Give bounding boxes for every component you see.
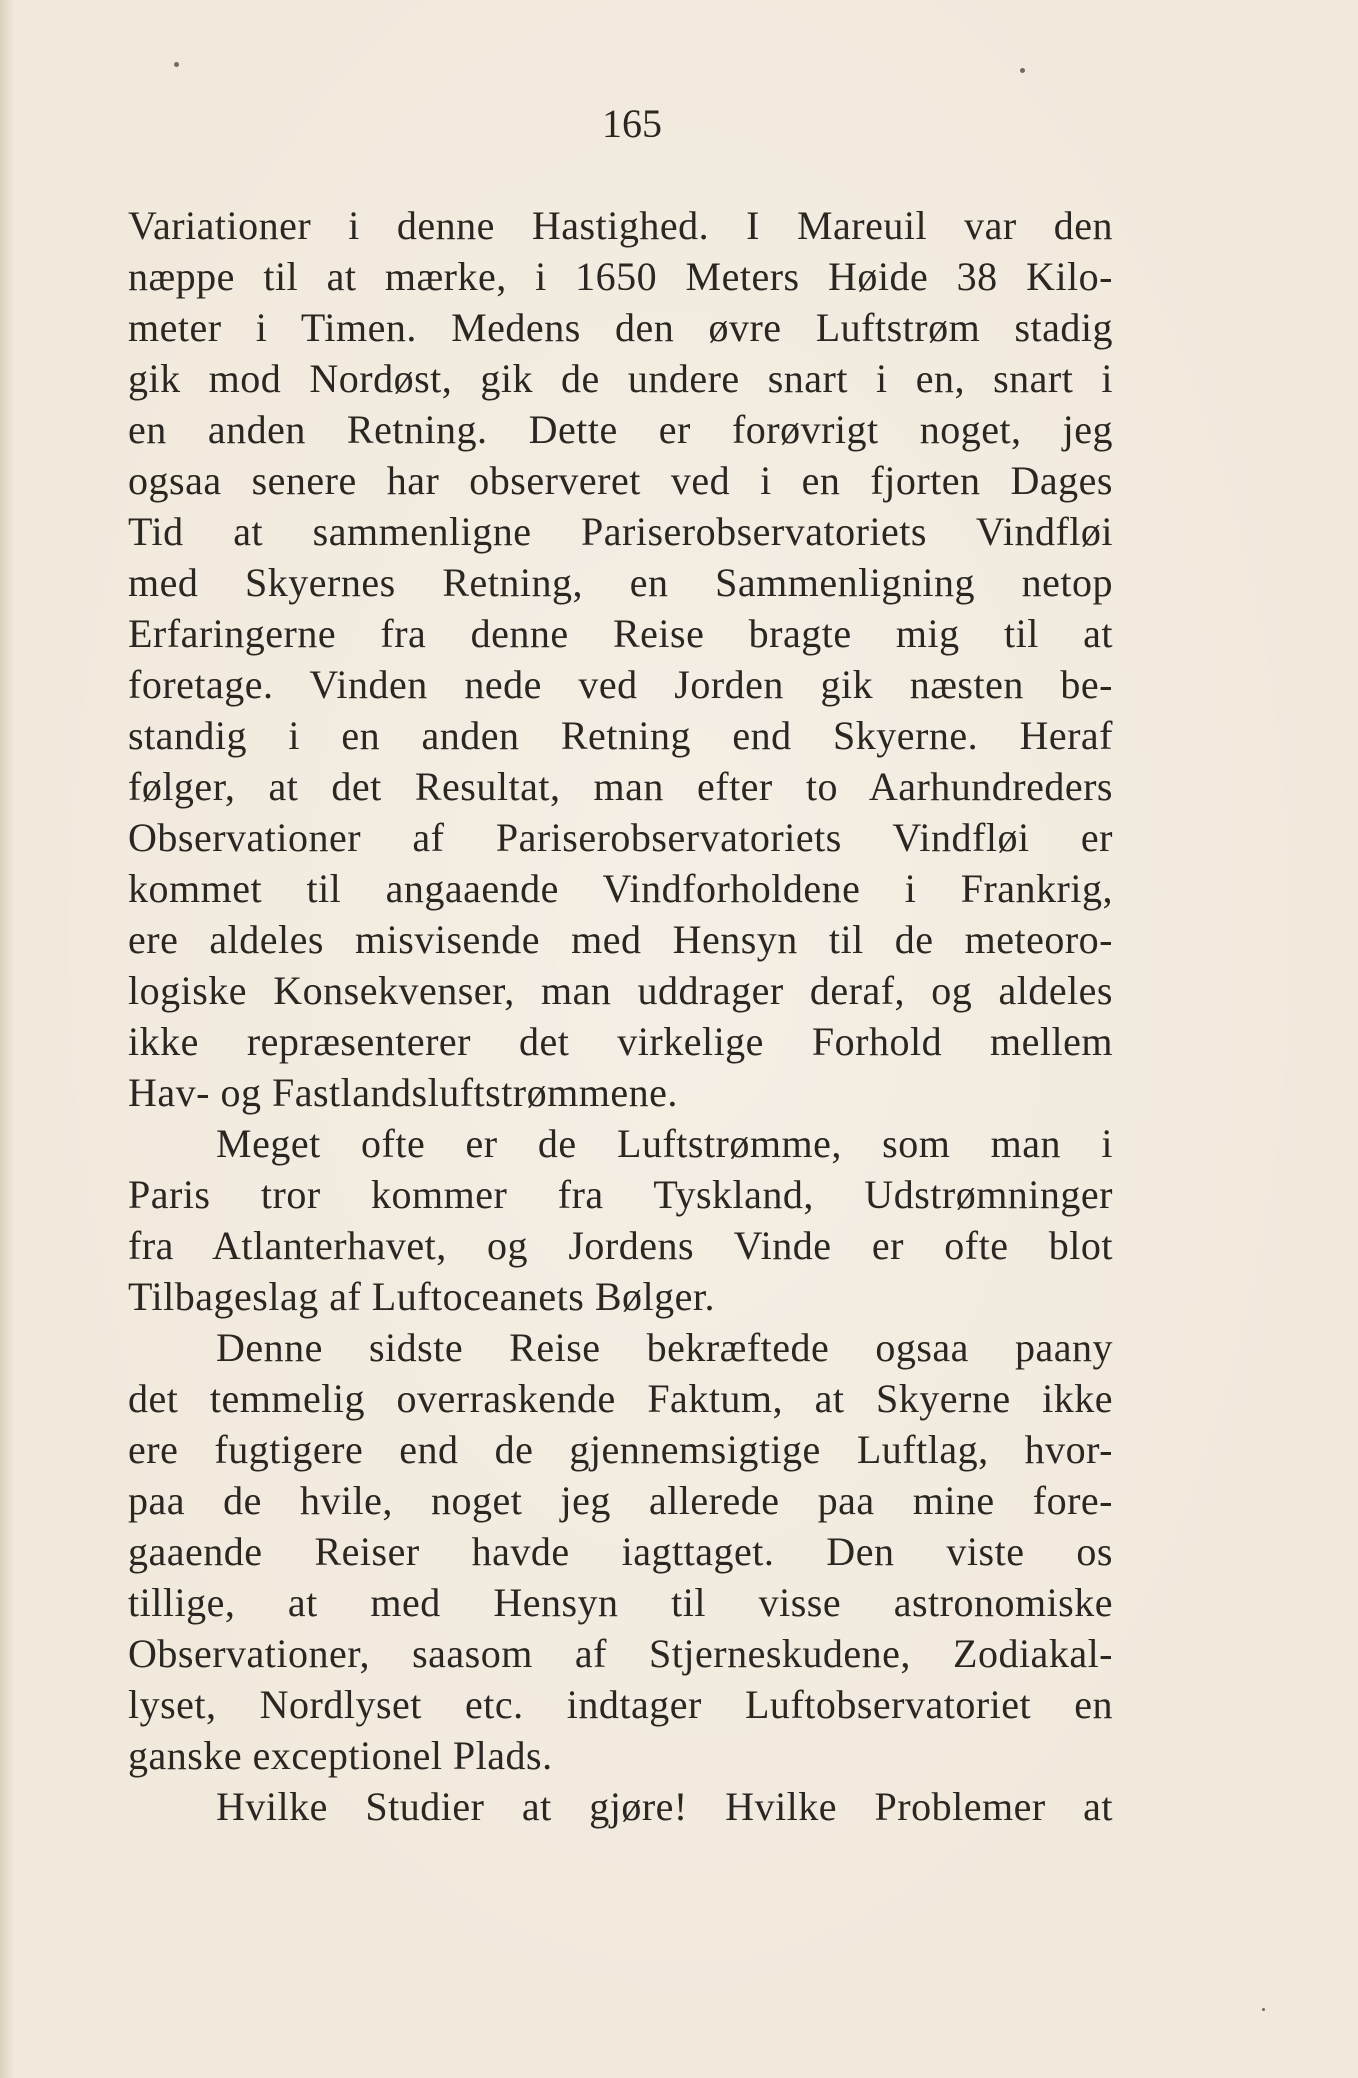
text-line: ikke repræsenterer det virkelige Forhold mellem [128, 1019, 1113, 1064]
text-line: Hvilke Studier at gjøre! Hvilke Problemer at [216, 1784, 1113, 1829]
text-line: med Skyernes Retning, en Sammenligning netop [128, 560, 1113, 605]
text-line: Meget ofte er de Luftstrømme, som man i [216, 1121, 1113, 1166]
text-line: Observationer af Pariserobservatoriets Vindfløi er [128, 815, 1113, 860]
ink-speck [1020, 68, 1025, 73]
text-line: det temmelig overraskende Faktum, at Skyerne ikke [128, 1376, 1113, 1421]
text-line: ganske exceptionel Plads. [128, 1733, 553, 1778]
text-line: gik mod Nordøst, gik de undere snart i en, snart i [128, 356, 1113, 401]
text-line: Denne sidste Reise bekræftede ogsaa paany [216, 1325, 1113, 1370]
text-line: logiske Konsekvenser, man uddrager deraf, og aldeles [128, 968, 1113, 1013]
text-line: ere aldeles misvisende med Hensyn til de meteoro- [128, 917, 1113, 962]
text-line: Hav- og Fastlandsluftstrømmene. [128, 1070, 678, 1115]
text-line: paa de hvile, noget jeg allerede paa mine fore- [128, 1478, 1113, 1523]
text-line: Variationer i denne Hastighed. I Mareuil var den [128, 203, 1113, 248]
text-line: kommet til angaaende Vindforholdene i Frankrig, [128, 866, 1113, 911]
text-line: en anden Retning. Dette er forøvrigt noget, jeg [128, 407, 1113, 452]
text-line: Tilbageslag af Luftoceanets Bølger. [128, 1274, 715, 1319]
text-line: Paris tror kommer fra Tyskland, Udstrømninger [128, 1172, 1113, 1217]
text-line: tillige, at med Hensyn til visse astronomiske [128, 1580, 1113, 1625]
text-line: Erfaringerne fra denne Reise bragte mig til at [128, 611, 1113, 656]
ink-speck [174, 62, 179, 67]
text-line: meter i Timen. Medens den øvre Luftstrøm stadig [128, 305, 1113, 350]
page-edge-shadow [0, 0, 14, 2078]
text-line: følger, at det Resultat, man efter to Aarhundreders [128, 764, 1113, 809]
text-line: ere fugtigere end de gjennemsigtige Luftlag, hvor- [128, 1427, 1113, 1472]
text-line: gaaende Reiser havde iagttaget. Den viste os [128, 1529, 1113, 1574]
text-line: næppe til at mærke, i 1650 Meters Høide 38 Kilo- [128, 254, 1113, 299]
text-line: Tid at sammenligne Pariserobservatoriets Vindfløi [128, 509, 1113, 554]
text-line: fra Atlanterhavet, og Jordens Vinde er ofte blot [128, 1223, 1113, 1268]
body-text [128, 200, 1113, 1832]
page-number: 165 [602, 101, 662, 146]
text-line: ogsaa senere har observeret ved i en fjorten Dages [128, 458, 1113, 503]
text-line: foretage. Vinden nede ved Jorden gik næsten be- [128, 662, 1113, 707]
text-line: lyset, Nordlyset etc. indtager Luftobservatoriet en [128, 1682, 1113, 1727]
text-line: Observationer, saasom af Stjerneskudene, Zodiakal- [128, 1631, 1113, 1676]
ink-speck [1262, 2008, 1265, 2011]
text-line: standig i en anden Retning end Skyerne. Heraf [128, 713, 1113, 758]
